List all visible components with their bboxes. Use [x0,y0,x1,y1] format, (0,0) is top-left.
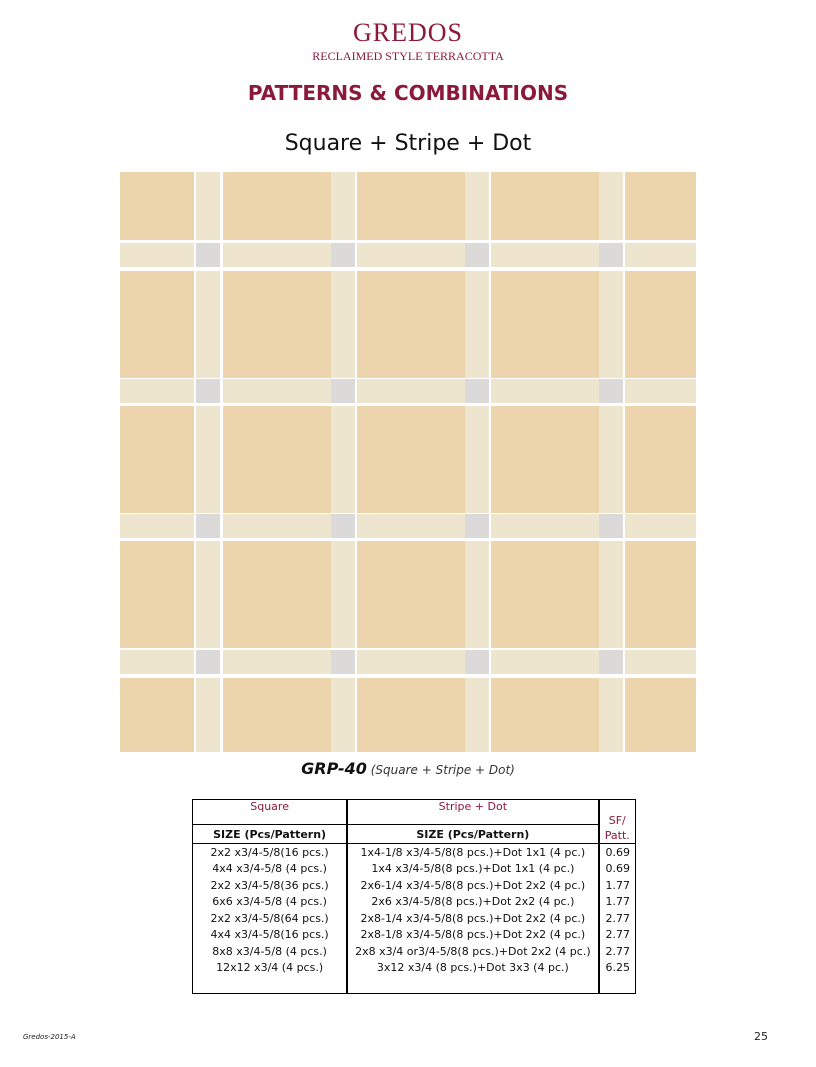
brand-subtitle: RECLAIMED STYLE TERRACOTTA [312,49,504,63]
horizontal-stripe-tile [357,243,465,267]
size-header-square: SIZE (Pcs/Pattern) [193,825,348,844]
tile-pattern-drawing [120,172,696,752]
dot-tile [599,379,623,403]
horizontal-stripe-tile [625,243,696,267]
dot-tile [196,379,220,403]
vertical-stripe-tile [331,541,355,648]
table-row [193,877,636,894]
table-row [193,910,636,927]
sf-value-cell: 2.77 [599,910,636,927]
stripe-size-cell: 2x6 x3/4-5/8(8 pcs.)+Dot 2x2 (4 pc.) [347,894,598,911]
horizontal-stripe-tile [491,379,599,403]
square-size-cell: 2x2 x3/4-5/8(16 pcs.) [193,844,348,861]
stripe-size-cell: 2x8-1/4 x3/4-5/8(8 pcs.)+Dot 2x2 (4 pc.) [347,910,598,927]
sf-value-cell: 1.77 [599,877,636,894]
vertical-stripe-tile [465,172,489,240]
vertical-stripe-tile [196,406,220,513]
square-tile [357,541,465,648]
horizontal-stripe-tile [223,379,331,403]
sf-value-cell: 0.69 [599,844,636,861]
horizontal-stripe-tile [120,243,194,267]
horizontal-stripe-tile [625,379,696,403]
vertical-stripe-tile [331,172,355,240]
square-tile [491,172,599,240]
square-tile [120,271,194,378]
square-tile [223,271,331,378]
dot-tile [599,243,623,267]
vertical-stripe-tile [465,406,489,513]
vertical-stripe-tile [465,541,489,648]
vertical-stripe-tile [465,271,489,378]
dot-tile [599,514,623,538]
stripe-size-cell: 1x4 x3/4-5/8(8 pcs.)+Dot 1x1 (4 pc.) [347,861,598,878]
square-size-cell: 2x2 x3/4-5/8(64 pcs.) [193,910,348,927]
brand-title: GREDOS [352,18,463,47]
column-stripe-dot: Stripe + Dot [347,800,598,825]
dot-tile [331,514,355,538]
horizontal-stripe-tile [120,379,194,403]
table-row [193,861,636,878]
vertical-stripe-tile [465,678,489,752]
sf-value-cell: 0.69 [599,861,636,878]
table-row [193,844,636,861]
horizontal-stripe-tile [223,514,331,538]
table-row [193,943,636,960]
square-tile [357,271,465,378]
table-blank-row [193,976,636,993]
page-number: 25 [754,1030,768,1043]
dot-tile [599,650,623,674]
vertical-stripe-tile [599,541,623,648]
square-tile [223,406,331,513]
square-size-cell: 8x8 x3/4-5/8 (4 pcs.) [193,943,348,960]
square-tile [625,406,696,513]
sf-value-cell: 6.25 [599,960,636,977]
footer-code: Gredos-2015-A [23,1033,76,1041]
dot-tile [465,650,489,674]
square-tile [120,406,194,513]
table-row [193,960,636,977]
dot-tile [465,379,489,403]
square-tile [491,541,599,648]
square-tile [625,678,696,752]
sf-header-label: SF/ Patt. [604,814,630,842]
horizontal-stripe-tile [120,650,194,674]
horizontal-stripe-tile [491,514,599,538]
stripe-size-cell: 2x8-1/8 x3/4-5/8(8 pcs.)+Dot 2x2 (4 pc.) [347,927,598,944]
dot-tile [196,650,220,674]
sf-value-cell: 2.77 [599,943,636,960]
horizontal-stripe-tile [223,650,331,674]
vertical-stripe-tile [331,406,355,513]
sf-value-cell: 2.77 [599,927,636,944]
horizontal-stripe-tile [625,650,696,674]
pattern-image [120,172,696,752]
table-row [193,927,636,944]
square-tile [357,678,465,752]
sf-value-cell: 1.77 [599,894,636,911]
square-size-cell: 2x2 x3/4-5/8(36 pcs.) [193,877,348,894]
dot-tile [465,514,489,538]
vertical-stripe-tile [196,541,220,648]
square-tile [625,172,696,240]
vertical-stripe-tile [599,271,623,378]
vertical-stripe-tile [196,172,220,240]
horizontal-stripe-tile [491,243,599,267]
pattern-caption [0,759,816,778]
square-tile [625,541,696,648]
square-size-cell: 12x12 x3/4 (4 pcs.) [193,960,348,977]
horizontal-stripe-tile [491,650,599,674]
square-size-cell: 6x6 x3/4-5/8 (4 pcs.) [193,894,348,911]
vertical-stripe-tile [599,406,623,513]
dot-tile [196,514,220,538]
dot-tile [331,650,355,674]
vertical-stripe-tile [196,271,220,378]
square-size-cell: 4x4 x3/4-5/8(16 pcs.) [193,927,348,944]
dot-tile [465,243,489,267]
square-tile [357,172,465,240]
vertical-stripe-tile [331,678,355,752]
vertical-stripe-tile [331,271,355,378]
horizontal-stripe-tile [357,379,465,403]
square-tile [491,271,599,378]
vertical-stripe-tile [599,172,623,240]
square-tile [120,172,194,240]
horizontal-stripe-tile [120,514,194,538]
square-tile [120,678,194,752]
square-tile [223,678,331,752]
table-row [193,894,636,911]
stripe-size-cell: 2x6-1/4 x3/4-5/8(8 pcs.)+Dot 2x2 (4 pc.) [347,877,598,894]
horizontal-stripe-tile [625,514,696,538]
square-size-cell: 4x4 x3/4-5/8 (4 pcs.) [193,861,348,878]
dot-tile [331,243,355,267]
square-tile [357,406,465,513]
square-tile [491,406,599,513]
vertical-stripe-tile [599,678,623,752]
column-sf [599,800,636,844]
size-header-stripe: SIZE (Pcs/Pattern) [347,825,598,844]
horizontal-stripe-tile [357,514,465,538]
stripe-size-cell: 1x4-1/8 x3/4-5/8(8 pcs.)+Dot 1x1 (4 pc.) [347,844,598,861]
dot-tile [196,243,220,267]
square-tile [223,172,331,240]
column-square: Square [193,800,348,825]
spec-table [192,799,636,994]
pattern-description: (Square + Stripe + Dot) [370,763,515,777]
square-tile [223,541,331,648]
stripe-size-cell: 2x8 x3/4 or3/4-5/8(8 pcs.)+Dot 2x2 (4 pc.) [347,943,598,960]
section-title: PATTERNS & COMBINATIONS [247,81,569,105]
square-tile [491,678,599,752]
square-tile [625,271,696,378]
dot-tile [331,379,355,403]
horizontal-stripe-tile [223,243,331,267]
vertical-stripe-tile [196,678,220,752]
stripe-size-cell: 3x12 x3/4 (8 pcs.)+Dot 3x3 (4 pc.) [347,960,598,977]
pattern-code: GRP-40 [301,759,367,778]
square-tile [120,541,194,648]
spec-rows [193,844,636,994]
pattern-title: Square + Stripe + Dot [284,131,532,156]
horizontal-stripe-tile [357,650,465,674]
